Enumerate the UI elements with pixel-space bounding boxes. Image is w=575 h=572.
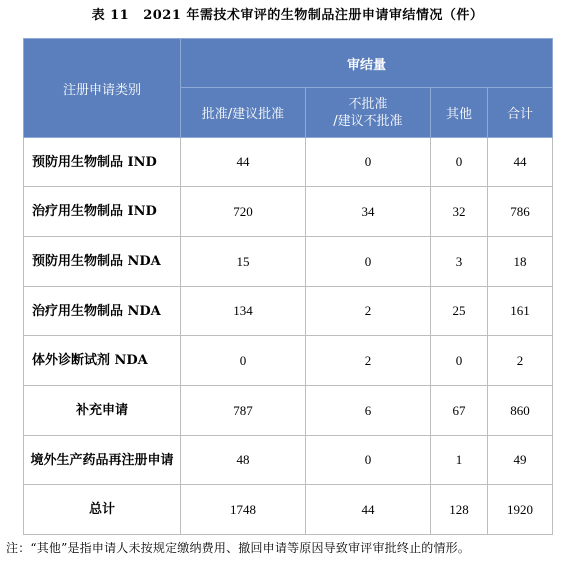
header-total: 合计 [488, 88, 553, 138]
table-row [24, 436, 553, 485]
table-row [24, 138, 553, 187]
cell-approved: 1748 [181, 485, 306, 535]
cell-not-approved: 6 [306, 386, 431, 436]
table-caption [0, 4, 575, 23]
row-label: 补充申请 [24, 386, 181, 436]
cell-total: 44 [488, 138, 553, 187]
review-results-table [23, 38, 553, 535]
table-row [24, 187, 553, 237]
header-category: 注册申请类别 [24, 39, 181, 138]
cell-not-approved: 34 [306, 187, 431, 237]
cell-total: 18 [488, 237, 553, 287]
row-label: 预防用生物制品 IND [24, 138, 181, 187]
row-label: 体外诊断试剂 NDA [24, 336, 181, 386]
cell-total: 860 [488, 386, 553, 436]
cell-approved: 44 [181, 138, 306, 187]
row-label: 治疗用生物制品 IND [24, 187, 181, 237]
header-group: 审结量 [181, 39, 553, 88]
row-label: 总计 [24, 485, 181, 535]
cell-total: 2 [488, 336, 553, 386]
table-row [24, 336, 553, 386]
footnote: 注：“其他”是指申请人未按规定缴纳费用、撤回申请等原因导致审评审批终止的情形。 [6, 541, 471, 555]
cell-approved: 0 [181, 336, 306, 386]
cell-total: 49 [488, 436, 553, 485]
cell-total: 1920 [488, 485, 553, 535]
cell-other: 25 [431, 287, 488, 336]
cell-approved: 787 [181, 386, 306, 436]
row-label: 预防用生物制品 NDA [24, 237, 181, 287]
header-other: 其他 [431, 88, 488, 138]
table-title: 2021 年需技术审评的生物制品注册申请审结情况（件） [143, 8, 484, 23]
table-row [24, 237, 553, 287]
header-approved: 批准/建议批准 [181, 88, 306, 138]
cell-not-approved: 0 [306, 436, 431, 485]
cell-approved: 134 [181, 287, 306, 336]
row-label: 境外生产药品再注册申请 [24, 436, 181, 485]
cell-not-approved: 2 [306, 287, 431, 336]
cell-approved: 15 [181, 237, 306, 287]
cell-not-approved: 44 [306, 485, 431, 535]
cell-approved: 720 [181, 187, 306, 237]
cell-total: 161 [488, 287, 553, 336]
row-label: 治疗用生物制品 NDA [24, 287, 181, 336]
cell-other: 0 [431, 336, 488, 386]
cell-approved: 48 [181, 436, 306, 485]
cell-other: 1 [431, 436, 488, 485]
table-number: 表 11 [91, 8, 130, 23]
cell-other: 128 [431, 485, 488, 535]
cell-other: 3 [431, 237, 488, 287]
table-row-total [24, 485, 553, 535]
cell-other: 67 [431, 386, 488, 436]
cell-other: 0 [431, 138, 488, 187]
cell-not-approved: 0 [306, 138, 431, 187]
cell-other: 32 [431, 187, 488, 237]
table-row [24, 386, 553, 436]
table-row [24, 287, 553, 336]
cell-not-approved: 2 [306, 336, 431, 386]
cell-not-approved: 0 [306, 237, 431, 287]
header-not-approved: 不批准 /建议不批准 [306, 88, 431, 138]
cell-total: 786 [488, 187, 553, 237]
